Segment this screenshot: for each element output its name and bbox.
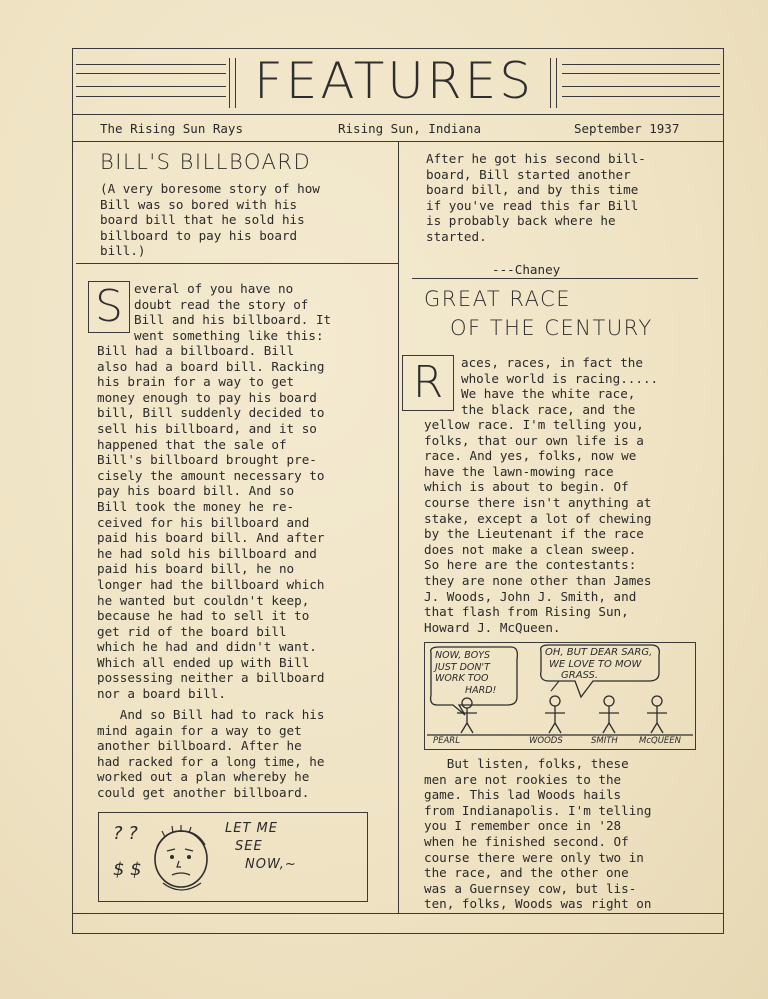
- paper-name: The Rising Sun Rays: [100, 121, 243, 136]
- question-marks: ? ?: [113, 823, 138, 844]
- article1-subtitle: (A very boresome story of how Bill was so bored with his board bill that he sold his billboard to pay his board bill.): [100, 181, 320, 259]
- cartoon-speech-line1: LET ME: [225, 821, 278, 836]
- article2-top-rule: [412, 278, 698, 279]
- article1-cartoon: [98, 812, 368, 902]
- label-smith: SMITH: [591, 736, 618, 746]
- worried-face-icon: [145, 823, 225, 897]
- cartoon-speech-line2: SEE: [235, 839, 263, 854]
- article1-headline: BILL'S BILLBOARD: [100, 150, 312, 174]
- masthead-bottom-rule: [72, 114, 724, 115]
- article2-headline-line2: OF THE CENTURY: [450, 316, 653, 340]
- footer-rule: [72, 913, 724, 914]
- article2-dropcap: R: [402, 355, 454, 411]
- article2-body-part2: But listen, folks, these men are not rookies to the game. This lad Woods hails from Indianapolis. I'm telling you I remember once in '28 when he finished second. Of course there were only two in the race, and the other one was a Guernsey cow, but lis- ten, folks, Woods was right on: [424, 756, 652, 912]
- label-mcqueen: McQUEEN: [639, 736, 682, 746]
- label-woods: WOODS: [529, 736, 563, 746]
- masthead-title: FEATURES: [254, 52, 534, 110]
- article1-dropcap: S: [88, 281, 130, 333]
- place: Rising Sun, Indiana: [338, 121, 481, 136]
- article1-lead: everal of you have no doubt read the story of Bill and his billboard. It went something like this:: [134, 281, 332, 343]
- article2-headline-line1: GREAT RACE: [424, 287, 572, 311]
- label-pearl: PEARL: [433, 736, 460, 746]
- article1-subtitle-rule: [76, 263, 398, 264]
- cartoon-speech-line3: NOW,~: [245, 857, 297, 872]
- article1-body-part1: Bill had a billboard. Bill also had a board bill. Racking his brain for a way to get money enough to pay his board bill, Bill suddenly decided to sell his billboard, and it so happened that the sale of Bill's billboard brought pre- cisely the amount necessary to pay his board bill. And so Bill took the money he re- ceived for his billboard and paid his board bill. And after he had sold his billboard and paid his board bill, he no longer had the billboard which he wanted but couldn't keep, because he had to sell it to get rid of the board bill which he had and didn't want. Which all ended up with Bill possessing neither a billboard nor a board bill.: [97, 343, 325, 702]
- issue-date: September 1937: [574, 121, 680, 136]
- article1-body-part2: And so Bill had to rack his mind again for a way to get another billboard. After he had racked for a long time, he worked out a plan whereby he could get another billboard.: [97, 707, 325, 800]
- article2-body-part1: yellow race. I'm telling you, folks, that our own life is a race. And yes, folks, now we have the lawn-mowing race which is about to begin. Of course there isn't anything at stake, except a lot of chewing by the Lieutenant if the race does not make a clean sweep. So here are the contestants: they are none other than James J. Woods, John J. Smith, and that flash from Rising Sun, Howard J. McQueen.: [424, 417, 652, 635]
- article2-cartoon: [424, 642, 696, 750]
- dollar-marks: $ $: [113, 859, 142, 880]
- article2-lead: aces, races, in fact the whole world is racing..... We have the white race, the black race, and the: [461, 355, 659, 417]
- article1-continued: After he got his second bill- board, Bill started another board bill, and by this time if you've read this far Bill is probably back where he started.: [426, 151, 646, 244]
- mowers-speech-bubble: OH, BUT DEAR SARG, WE LOVE TO MOW GRASS.: [545, 647, 653, 681]
- article1-byline: ---Chaney: [492, 262, 561, 277]
- column-divider: [398, 141, 399, 913]
- sarge-speech-bubble: NOW, BOYS JUST DON'T WORK TOO HARD!: [435, 650, 497, 696]
